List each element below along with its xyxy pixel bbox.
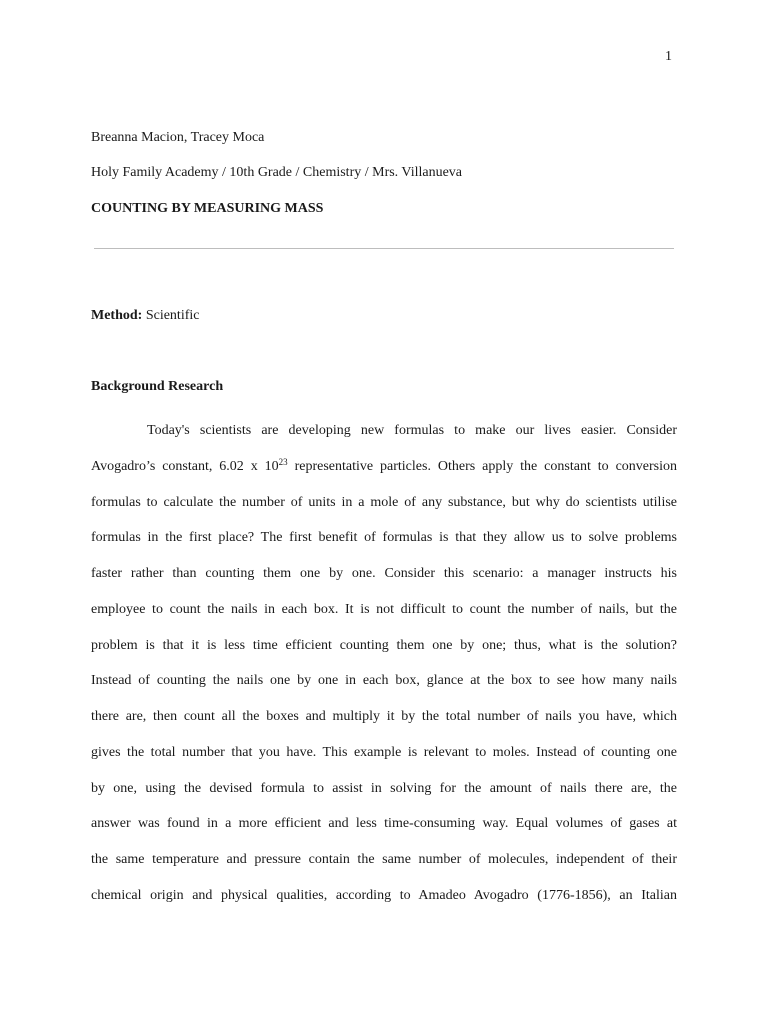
paragraph-line: formulas in the first place? The first benefit of formulas is that they allow us to solve problems: [91, 530, 677, 546]
method-line: [91, 307, 199, 325]
method-value: Scientific: [145, 308, 200, 323]
paragraph-line: Avogadro’s constant, 6.02 x $10^{23}$ representative particles. Others apply the constant to conversion: [91, 456, 678, 474]
paragraph-line: problem is that it is less time efficient counting them one by one; thus, what is the solution?: [91, 637, 677, 653]
avogadro-exponent: 23: [278, 456, 288, 467]
horizontal-divider: [94, 248, 674, 249]
paragraph-line: gives the total number that you have. This example is relevant to moles. Instead of counting one: [91, 744, 677, 760]
page-number: 1: [665, 49, 672, 64]
paragraph-line: by one, using the devised formula to assist in solving for the amount of nails there are, the: [91, 780, 677, 796]
paragraph-line: chemical origin and physical qualities, according to Amadeo Avogadro (1776-1856), an Italian: [91, 887, 677, 903]
paragraph-line: employee to count the nails in each box. It is not difficult to count the number of nails, but the: [91, 601, 677, 617]
paragraph-line: the same temperature and pressure contain the same number of molecules, independent of their: [91, 852, 677, 867]
paragraph-line: Today's scientists are developing new formulas to make our lives easier. Consider: [147, 423, 677, 438]
paragraph-line: faster rather than counting them one by one. Consider this scenario: a manager instructs his: [91, 566, 677, 581]
document-title: COUNTING BY MEASURING MASS: [91, 201, 324, 216]
section-heading: Background Research: [91, 379, 224, 394]
method-label: Method:: [91, 308, 143, 323]
paragraph-line: there are, then count all the boxes and multiply it by the total number of nails you have, which: [91, 709, 677, 724]
author-names: Breanna Macion, Tracey Moca: [91, 130, 265, 145]
affiliation-line: Holy Family Academy / 10th Grade / Chemistry / Mrs. Villanueva: [91, 165, 463, 180]
background-paragraph: [91, 413, 677, 914]
paragraph-line: formulas to calculate the number of units in a mole of any substance, but why do scientists utilise: [91, 494, 677, 510]
avogadro-constant-text: Avogadro’s constant, 6.02 x 10: [91, 458, 279, 474]
paragraph-line: answer was found in a more efficient and less time-consuming way. Equal volumes of gases at: [91, 816, 677, 832]
paragraph-line: Instead of counting the nails one by one in each box, glance at the box to see how many nails: [91, 673, 677, 689]
